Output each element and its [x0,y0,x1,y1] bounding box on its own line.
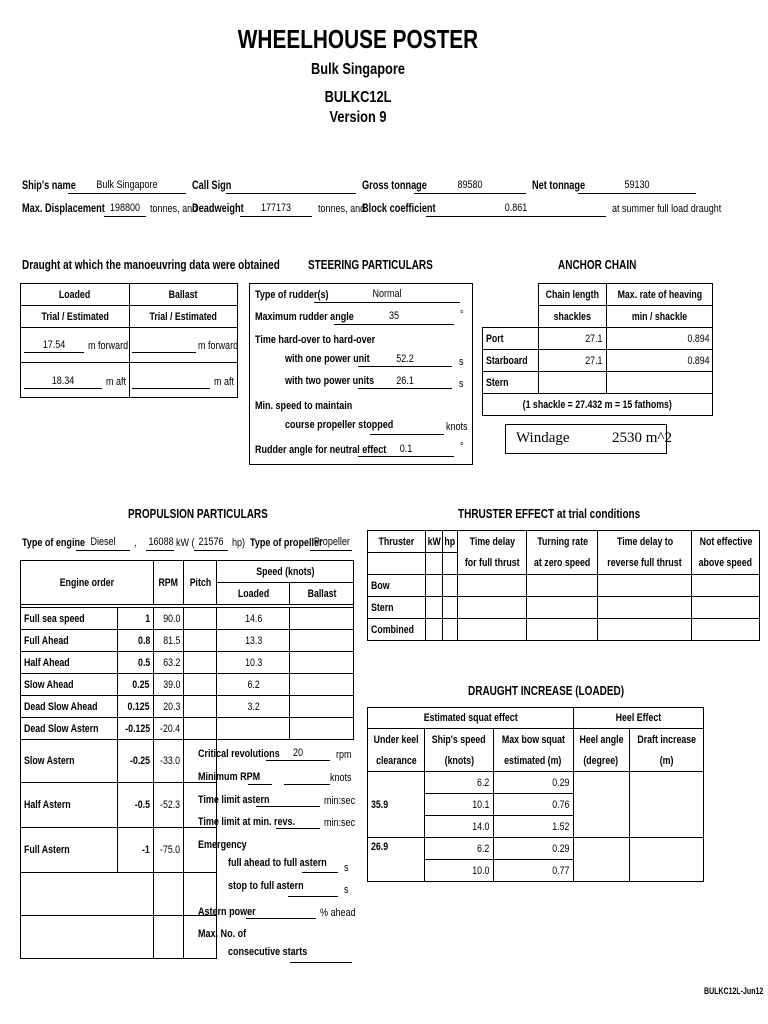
net-tonnage-label: Net tonnage [532,180,586,192]
type-rudder-value: Normal [372,288,402,300]
astern-power-label: Astern power [198,906,256,918]
critical-value: 20 [292,747,304,759]
header [0,24,716,127]
course-label: course propeller stopped [285,419,394,431]
ships-name-label: Ship's name [22,180,76,192]
squat-row: 35.9 6.2 0.29 [368,772,704,794]
hp-value: 21576 [198,536,224,548]
s-3: s [344,862,349,874]
draught-note: at summer full load draught [612,203,722,215]
consecutive-label: consecutive starts [228,946,308,958]
deadweight-label: Deadweight [192,203,244,215]
gross-tonnage-label: Gross tonnage [362,180,427,192]
col-rpm: RPM [153,561,183,605]
pct-ahead: % ahead [320,907,356,919]
col-speed: Speed (knots) [217,561,354,583]
draught-ballast-sub: Trial / Estimated [129,306,238,328]
thruster-heading: THRUSTER EFFECT at trial conditions [458,507,641,521]
anchor-row-stern: Stern [483,372,713,394]
deadweight-value: 177173 [260,202,292,214]
squat-table: Estimated squat effect Heel Effect Under keel Ship's speed Max bow squat Heel angle Draft increase clearance (knots) estimated (m) (degree) (m) 35.9 6.2 0.29 10.1 0.76 14.0 1.52 26.9 6.2 0.29 10.0 0.77 [367,707,704,882]
max-rate-header: Max. rate of heaving [606,284,713,306]
squat-row: 14.0 1.52 [368,816,704,838]
draught-heading: Draught at which the manoeuvring data were obtained [22,258,280,272]
engine-row: Slow Ahead 0.25 39.0 6.2 [21,674,354,696]
s-1: s [459,356,464,368]
type-propeller-label: Type of propeller [250,537,323,549]
knots-2: knots [330,772,352,784]
windage-box [505,424,672,454]
s-4: s [344,884,349,896]
deg-2: ° [460,441,464,453]
squat-row: 26.9 6.2 0.29 [368,838,704,860]
kw-value: 16088 [148,536,174,548]
stop-astern-label: stop to full astern [228,880,304,892]
engine-row: Half Astern -0.5 -52.3 [21,783,354,828]
engine-row: Full sea speed 1 90.0 14.6 [21,608,354,630]
call-sign-label: Call Sign [192,180,232,192]
ships-name-value: Bulk Singapore [96,179,158,191]
time-min-revs-label: Time limit at min. revs. [198,816,296,828]
propulsion-heading: PROPULSION PARTICULARS [128,507,268,521]
min-speed-label: Min. speed to maintain [255,400,353,412]
time-astern-label: Time limit astern [198,794,270,806]
draught-fwd-value: 17.54 [42,339,66,351]
two-units-value: 26.1 [396,375,414,387]
thruster-row-stern: Stern [368,597,760,619]
anchor-row-starboard: Starboard 27.1 0.894 [483,350,713,372]
neutral-label: Rudder angle for neutral effect [255,444,387,456]
two-units-label: with two power units [285,375,375,387]
poster-title: WHEELHOUSE POSTER [237,24,479,54]
max-displacement-value: 198800 [109,202,141,214]
m-forward-1: m forward [88,340,129,352]
engine-row: Half Ahead 0.5 63.2 10.3 [21,652,354,674]
col-loaded: Loaded [217,583,290,605]
squat-heading: DRAUGHT INCREASE (LOADED) [468,684,625,698]
full-ahead-astern-label: full ahead to full astern [228,857,327,869]
one-unit-value: 52.2 [396,353,414,365]
type-propeller-value: Propeller [313,536,350,548]
net-tonnage-value: 59130 [624,179,650,191]
chain-length-header: Chain length [538,284,606,306]
type-rudder-label: Type of rudder(s) [255,289,329,301]
knots-1: knots [446,421,468,433]
max-angle-value: 35 [388,310,400,322]
shackles-header: shackles [538,306,606,328]
steering-heading: STEERING PARTICULARS [308,258,433,272]
block-coefficient-value: 0.861 [504,202,528,214]
deg-1: ° [460,309,464,321]
col-pitch: Pitch [184,561,217,605]
draught-loaded-header: Loaded [21,284,130,306]
ship-title: Bulk Singapore [311,61,405,78]
footer-code: BULKC12L-Jun12 [704,986,764,996]
engine-row: Full Astern -1 -75.0 [21,828,354,873]
engine-row: Full Ahead 0.8 81.5 13.3 [21,630,354,652]
type-engine-label: Type of engine [22,537,85,549]
windage-value: 2530 m^2 [612,430,672,446]
squat-row: 10.1 0.76 [368,794,704,816]
minsec-1: min:sec [324,795,356,807]
col-ballast: Ballast [290,583,354,605]
m-aft-1: m aft [106,376,127,388]
thruster-table: Thruster kW hp Time delay Turning rate Time delay to Not effective for full thrust at zero speed reverse full thrust above speed Bow Stern Combined [367,530,760,641]
rpm-unit: rpm [336,749,352,761]
ship-code: BULKC12L [324,89,392,106]
comma: , [134,537,137,549]
s-2: s [459,378,464,390]
anchor-table [482,283,713,416]
col-engine-order: Engine order [21,561,154,605]
squat-row: 10.0 0.77 [368,860,704,882]
minsec-2: min:sec [324,817,356,829]
max-no-label: Max. No. of [198,928,247,940]
engine-row: Dead Slow Ahead 0.125 20.3 3.2 [21,696,354,718]
min-shackle-header: min / shackle [606,306,713,328]
engine-row: Slow Astern -0.25 -33.0 [21,740,354,783]
max-angle-label: Maximum rudder angle [255,311,354,323]
windage-label: Windage [516,430,570,446]
critical-label: Critical revolutions [198,748,280,760]
anchor-row-port: Port 27.1 0.894 [483,328,713,350]
neutral-value: 0.1 [399,443,413,455]
tonnes-and-1: tonnes, and [150,203,198,215]
max-displacement-label: Max. Displacement [22,203,105,215]
draught-ballast-header: Ballast [129,284,238,306]
one-unit-label: with one power unit [285,353,370,365]
thruster-row-combined: Combined [368,619,760,641]
tonnes-and-2: tonnes, and [318,203,366,215]
type-engine-value: Diesel [90,536,116,548]
block-coefficient-label: Block coefficient [362,203,436,215]
draught-aft-value: 18.34 [51,375,75,387]
m-forward-2: m forward [198,340,239,352]
version: Version 9 [329,109,387,126]
draught-loaded-sub: Trial / Estimated [21,306,130,328]
min-rpm-label: Minimum RPM [198,771,261,783]
m-aft-2: m aft [214,376,235,388]
thruster-row-bow: Bow [368,575,760,597]
kw-unit: kW ( [176,537,195,549]
emergency-label: Emergency [198,839,247,851]
anchor-heading: ANCHOR CHAIN [558,258,637,272]
hp-unit: hp) [232,537,246,549]
time-hardover-label: Time hard-over to hard-over [255,334,376,346]
gross-tonnage-value: 89580 [457,179,483,191]
anchor-note: (1 shackle = 27.432 m = 15 fathoms) [483,394,713,416]
engine-row: Dead Slow Astern -0.125 -20.4 [21,718,354,740]
